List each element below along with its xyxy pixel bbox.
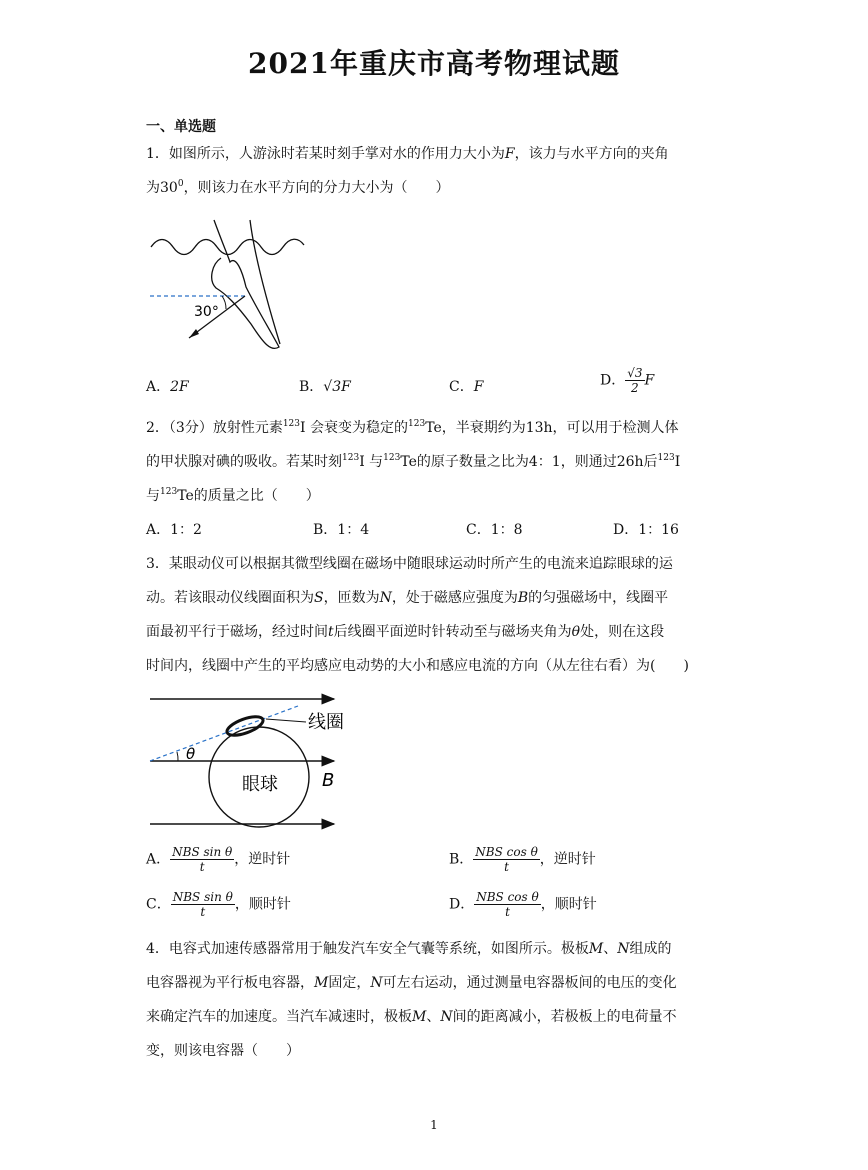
q2-line1: 2．（3分）放射性元素$^{123}$I 会衰变为稳定的$^{123}$Te，半衰期约为13h，可以用于检测人体 [146, 419, 679, 436]
q1-option-d[interactable]: D． $\frac{√3}{2}$ F [600, 366, 655, 395]
page-number: 1 [430, 1118, 438, 1132]
q2-line3: 与$^{123}$Te的质量之比（ ） [146, 487, 320, 504]
q3-line1: 3．某眼动仪可以根据其微型线圈在磁场中随眼球运动时所产生的电流来追踪眼球的运 [146, 556, 673, 572]
q1-option-c[interactable]: C．F [449, 379, 484, 395]
q2-option-b[interactable]: B．1：4 [313, 522, 370, 538]
q3-coil-label: 线圈 [308, 712, 344, 733]
q3-line4: 时间内，线圈中产生的平均感应电动势的大小和感应电流的方向（从左往右看）为( ) [146, 658, 689, 674]
q2-option-a[interactable]: A．1：2 [146, 522, 202, 538]
q1-line2: 为$30^0$，则该力在水平方向的分力大小为（ ） [146, 179, 450, 196]
q1-figure-swimmer-hand [146, 212, 306, 362]
q2-option-c[interactable]: C．1：8 [466, 522, 523, 538]
q3-option-b[interactable]: B． $\frac{\text{NBS cos θ}}{t}$ ，逆时针 [449, 845, 596, 874]
q1-option-a[interactable]: A．2F [146, 379, 189, 395]
page-title: 2021年重庆市高考物理试题 [248, 47, 620, 80]
q3-option-c[interactable]: C． $\frac{\text{NBS sin θ}}{t}$ ，顺时针 [146, 890, 291, 919]
q3-figure-eyeball-coil [146, 686, 376, 836]
q1-option-b[interactable]: B．√3F [299, 379, 351, 395]
q3-b-label: B [322, 770, 335, 791]
q4-line1: 4．电容式加速传感器常用于触发汽车安全气囊等系统，如图所示。极板M、N组成的 [146, 941, 672, 957]
q3-option-d[interactable]: D． $\frac{\text{NBS cos θ}}{t}$ ，顺时针 [449, 890, 597, 919]
q4-line2: 电容器视为平行板电容器，M固定，N可左右运动，通过测量电容器板间的电压的变化 [146, 975, 677, 991]
q3-option-a[interactable]: A． $\frac{\text{NBS sin θ}}{t}$ ，逆时针 [146, 845, 291, 874]
section-heading: 一、单选题 [146, 119, 216, 135]
q4-line3: 来确定汽车的加速度。当汽车减速时，极板M、N间的距离减小，若极板上的电荷量不 [146, 1009, 677, 1025]
q3-eyeball-label: 眼球 [242, 774, 278, 795]
q2-line2: 的甲状腺对碘的吸收。若某时刻$^{123}$I 与$^{123}$Te的原子数量之比为4：1，则通过26h后$^{123}$I [146, 453, 681, 470]
q3-line3: 面最初平行于磁场，经过时间t后线圈平面逆时针转动至与磁场夹角为θ处，则在这段 [146, 624, 665, 640]
q3-line2: 动。若该眼动仪线圈面积为S，匝数为N，处于磁感应强度为B的匀强磁场中，线圈平 [146, 590, 669, 606]
q4-line4: 变，则该电容器（ ） [146, 1043, 300, 1059]
q1-line1: 1．如图所示，人游泳时若某时刻手掌对水的作用力大小为F，该力与水平方向的夹角 [146, 146, 669, 162]
q2-option-d[interactable]: D．1：16 [613, 522, 679, 538]
q1-angle-label: 30° [194, 304, 219, 320]
q3-theta-label: θ [186, 745, 196, 763]
